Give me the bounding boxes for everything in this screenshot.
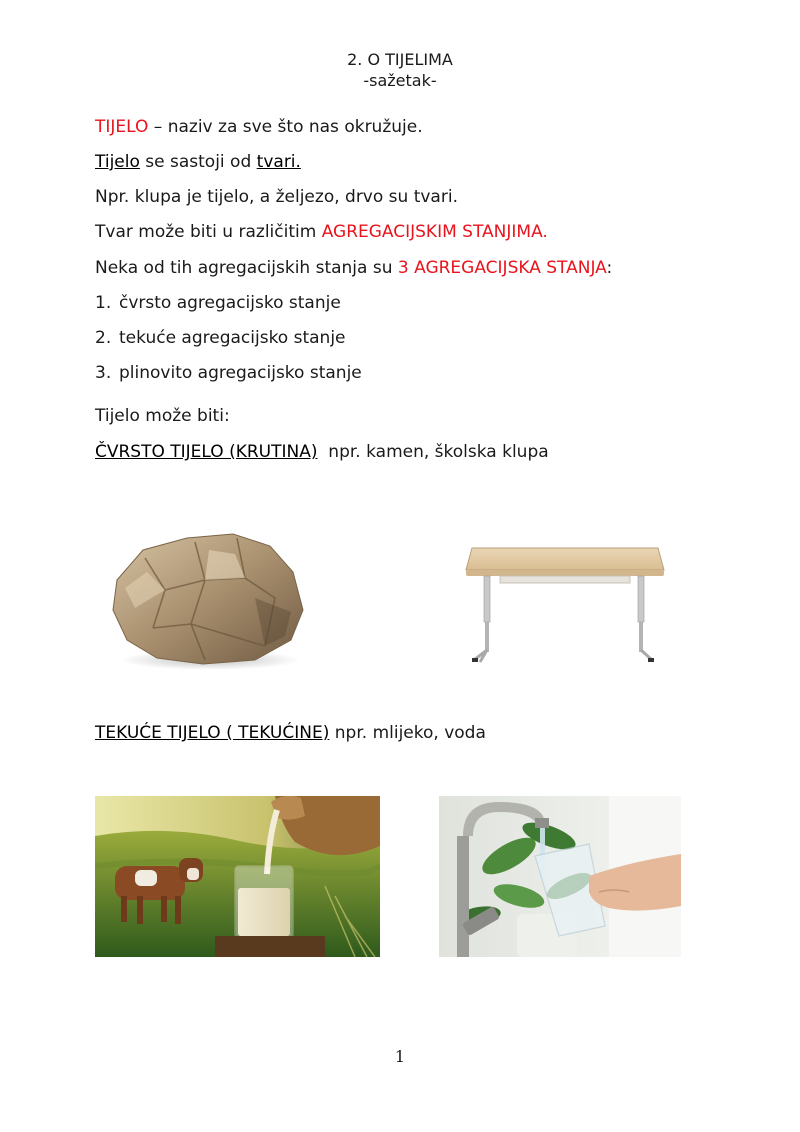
- liquid-heading-line: [95, 722, 486, 744]
- rock-image: [105, 528, 310, 673]
- states-count-highlight: 3 AGREGACIJSKA STANJA: [397, 258, 607, 278]
- milk-image: [95, 796, 380, 957]
- definition-text: – naziv za sve što nas okružuje.: [148, 117, 423, 137]
- states-intro-line: [95, 221, 548, 243]
- liquid-heading: TEKUĆE TIJELO ( TEKUĆINE): [95, 723, 330, 743]
- states-count-line: [95, 257, 612, 279]
- page-number: 1: [394, 1047, 406, 1066]
- list-item-number: 2.: [95, 328, 112, 348]
- list-item: [95, 327, 346, 349]
- solid-examples: npr. kamen, školska klupa: [317, 442, 549, 462]
- page-subtitle: -sažetak-: [363, 71, 437, 90]
- list-item-label: tekuće agregacijsko stanje: [119, 328, 346, 348]
- list-item-number: 1.: [95, 293, 112, 313]
- liquid-examples: npr. mlijeko, voda: [329, 723, 486, 743]
- composition-line: [95, 151, 301, 173]
- states-intro-text: Tvar može biti u različitim: [95, 222, 322, 242]
- states-intro-highlight: AGREGACIJSKIM STANJIMA.: [321, 222, 548, 242]
- composition-middle: se sastoji od: [139, 152, 257, 172]
- list-item-label: plinovito agregacijsko stanje: [119, 363, 362, 383]
- definition-line: [95, 116, 423, 138]
- states-count-end: :: [606, 258, 613, 278]
- definition-term: TIJELO: [95, 117, 149, 137]
- page-title: 2. O TIJELIMA: [347, 50, 453, 69]
- list-item-number: 3.: [95, 363, 112, 383]
- water-image: [439, 796, 681, 957]
- composition-object: tvari.: [256, 152, 301, 172]
- school-desk-image: [460, 540, 670, 670]
- solid-heading: ČVRSTO TIJELO (KRUTINA): [95, 442, 318, 462]
- composition-subject: Tijelo: [95, 152, 140, 172]
- solid-heading-line: [95, 441, 549, 463]
- states-count-text: Neka od tih agregacijskih stanja su: [95, 258, 398, 278]
- list-item: [95, 362, 362, 384]
- example-line: Npr. klupa je tijelo, a željezo, drvo su tvari.: [95, 187, 458, 207]
- body-intro-line: Tijelo može biti:: [95, 406, 230, 426]
- list-item-label: čvrsto agregacijsko stanje: [119, 293, 341, 313]
- list-item: [95, 292, 341, 314]
